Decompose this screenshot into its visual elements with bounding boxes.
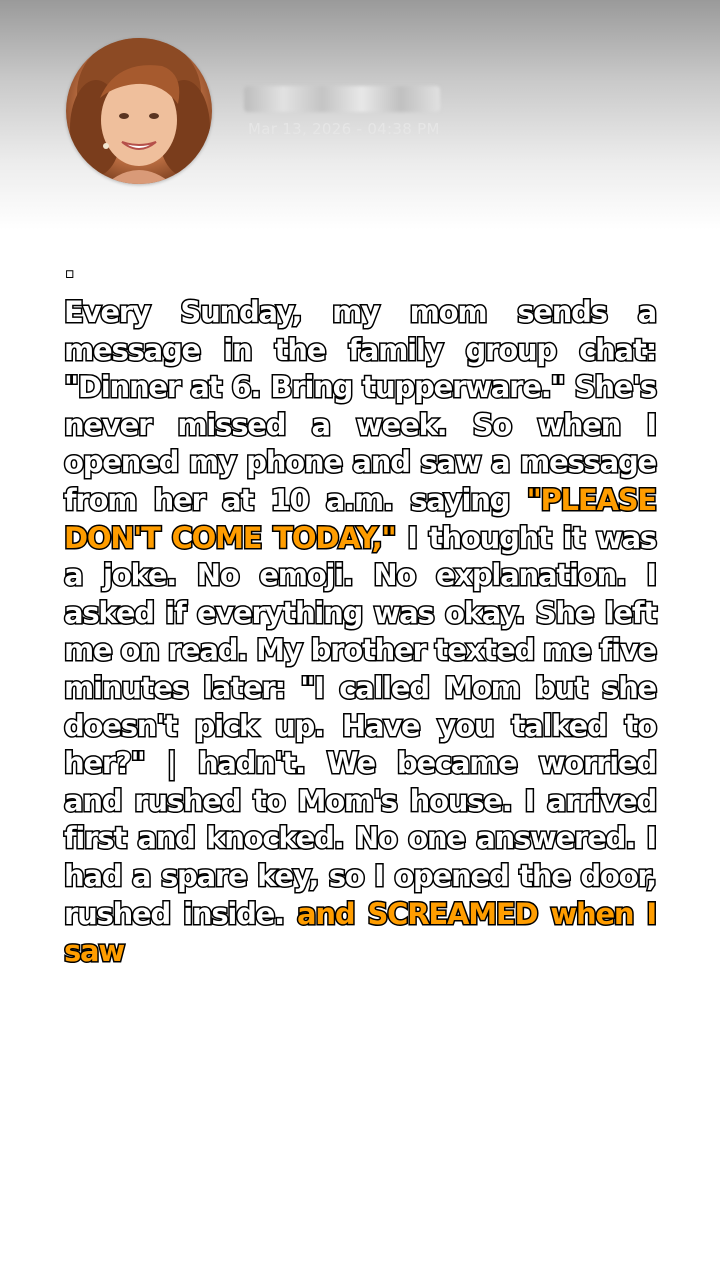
post-timestamp: Mar 13, 2026 - 04:38 PM xyxy=(248,120,440,138)
story-part-1: Every Sunday, my mom sends a message in the family group chat: "Dinner at 6. Bring tupperware." She's never missed a week. So when I opened my phone and saw a message from her at 10 a.m. saying xyxy=(64,295,656,517)
story-highlight-2: and SCREAMED when I saw xyxy=(64,896,656,969)
author-username-redacted[interactable] xyxy=(244,86,440,112)
avatar-photo-icon xyxy=(66,38,212,184)
author-username xyxy=(244,86,440,112)
story-highlight-1: "PLEASE DON'T COME TODAY," xyxy=(64,482,656,555)
story-part-2: I thought it was a joke. No emoji. No explanation. I asked if everything was okay. She left me on read. My brother texted me five minutes later: "I called Mom but she doesn't pick up. Have you talked to her?" | hadn't. We became worried and rushed to Mom's house. I arrived first and knocked. No one answered. I had a spare key, so I opened the door, rushed inside. xyxy=(64,520,656,931)
story-text xyxy=(64,294,656,971)
author-avatar[interactable] xyxy=(66,38,212,184)
bullet-mark: . xyxy=(64,250,76,285)
